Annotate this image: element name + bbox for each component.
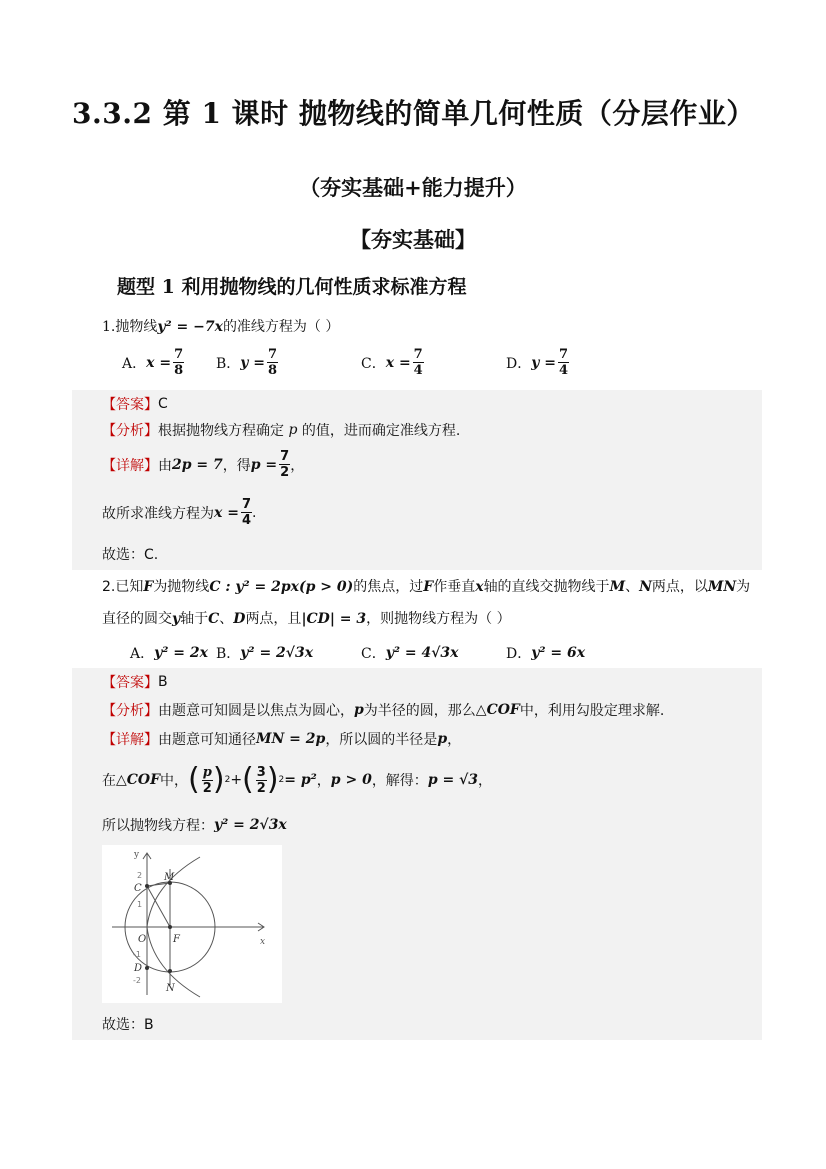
q2-analysis: 【分析】 由题意可知圆是以焦点为圆心， p 为半径的圆，那么 △COF 中，利用勾股定理求解. [102, 702, 665, 719]
label-y: y [134, 850, 140, 860]
q1-option-a[interactable]: A． x = $\frac{7}{8}$ [122, 347, 184, 378]
fraction: $\frac{3}{2}$ [256, 764, 266, 796]
label-c: C [134, 883, 142, 894]
q1-choose: 故选：C. [102, 547, 159, 563]
tick-2: 2 [137, 871, 143, 880]
q1-detail: 【详解】 由 2p = 7 ，得 p = $\frac{7}{2}$ ， [102, 449, 305, 480]
q2-option-d[interactable]: D． y² = 6x [506, 645, 586, 662]
fraction: $\frac{7}{4}$ [413, 347, 423, 378]
section-heading: 【夯实基础】 [350, 227, 476, 252]
parabola-circle-figure [102, 845, 282, 1003]
question-2-stem-line1: 2.已知F为抛物线C : y² = 2px(p > 0)的焦点，过F作垂直x轴的直线交抛物线于M、N两点，以MN为 [102, 579, 751, 595]
q2-option-a[interactable]: A． y² = 2x [130, 645, 208, 662]
point-f [168, 925, 172, 929]
point-n [168, 969, 172, 973]
question-1-stem: 1.抛物线y² = −7x的准线方程为（ ） [102, 319, 340, 335]
fraction: $\frac{7}{2}$ [280, 449, 290, 480]
label-x: x [260, 937, 266, 947]
type-heading: 题型 1 利用抛物线的几何性质求标准方程 [117, 276, 467, 298]
tick-neg2: -2 [133, 976, 141, 985]
fraction: $\frac{7}{8}$ [268, 347, 278, 378]
q2-option-b[interactable]: B． y² = 2√3x [216, 645, 314, 662]
q1-option-d[interactable]: D． y = $\frac{7}{4}$ [506, 347, 569, 378]
q1-option-c[interactable]: C． x = $\frac{7}{4}$ [361, 347, 423, 378]
tick-1: 1 [137, 900, 143, 909]
label-m: M [164, 872, 175, 883]
q1-answer: 【答案】 C [102, 396, 168, 413]
figure-svg [102, 845, 282, 1003]
q1-option-b[interactable]: B． y = $\frac{7}{8}$ [216, 347, 278, 378]
question-2-stem-line2: 直径的圆交y轴于C、D两点，且|CD| = 3，则抛物线方程为（ ） [102, 611, 511, 627]
segment-cf [147, 886, 170, 927]
fraction: $\frac{7}{4}$ [241, 497, 251, 528]
label-f: F [173, 934, 180, 945]
fraction: $\frac{7}{4}$ [558, 347, 569, 378]
q1-analysis: 【分析】 根据抛物线方程确定 p 的值，进而确定准线方程. [102, 422, 461, 439]
label-o: O [138, 934, 147, 945]
q2-detail-line2: 在 △COF 中， ( $\frac{p}{2}$ ) 2 + ( $\frac{3}{2}$ ) 2 = p² ， p > 0 ，解得： p = √3 ， [102, 762, 493, 797]
q2-detail: 【详解】 由题意可知通径 MN = 2p ，所以圆的半径是 p ， [102, 731, 462, 748]
page-subtitle: （夯实基础+能力提升） [299, 175, 527, 200]
fraction: $\frac{7}{8}$ [174, 347, 184, 378]
q2-answer: 【答案】 B [102, 674, 168, 691]
q2-detail-line3: 所以抛物线方程： y² = 2√3x [102, 817, 287, 834]
fraction: $\frac{p}{2}$ [202, 764, 212, 796]
q1-answer-box [72, 390, 762, 570]
page-title: 3.3.2 第 1 课时 抛物线的简单几何性质（分层作业） [72, 97, 755, 130]
q1-detail-line2: 故所求准线方程为 x = $\frac{7}{4}$ . [102, 497, 257, 528]
q1-equation: y² = −7x [157, 319, 223, 335]
q2-choose: 故选：B [102, 1017, 154, 1033]
q2-option-c[interactable]: C． y² = 4√3x [361, 645, 459, 662]
label-n: N [166, 983, 175, 994]
point-c [145, 884, 149, 888]
label-d: D [134, 963, 143, 974]
tick-neg1: -1 [133, 950, 141, 959]
point-d [145, 966, 149, 970]
